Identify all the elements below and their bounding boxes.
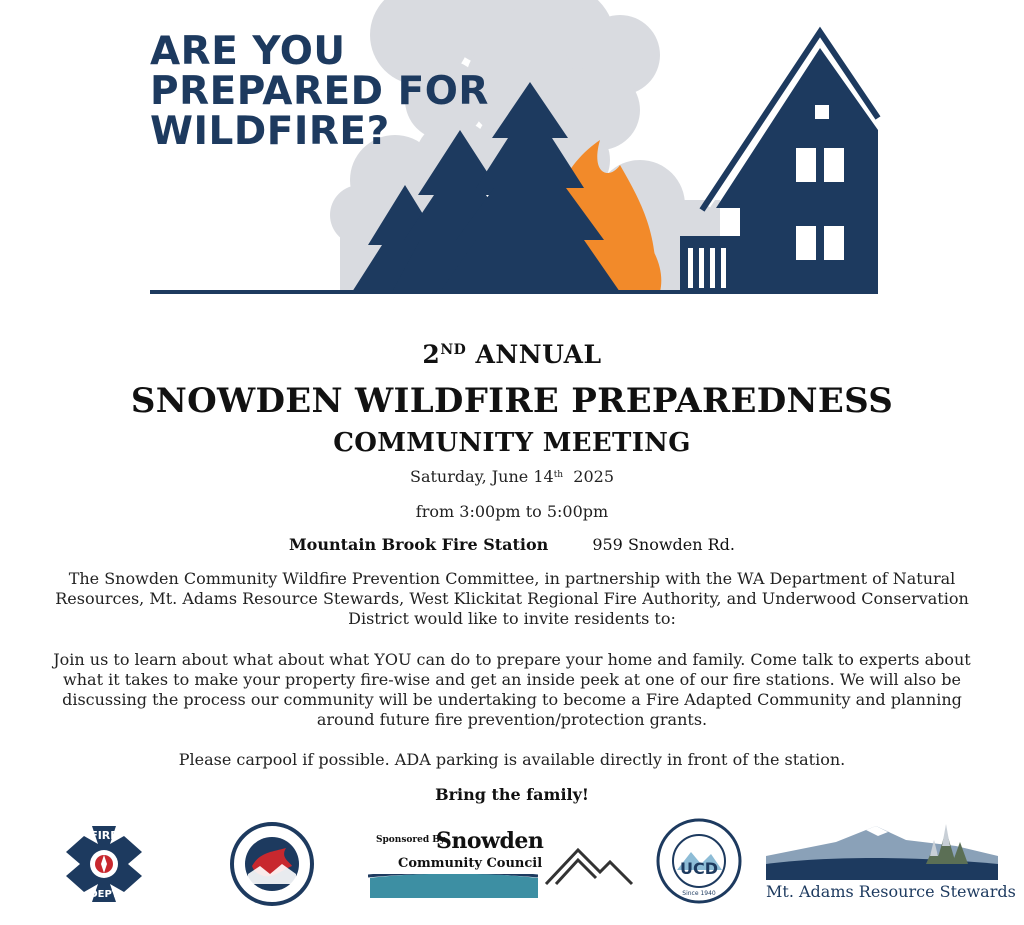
svg-text:UCD: UCD	[679, 859, 719, 878]
hero-title-line: ARE YOU	[150, 29, 346, 74]
invite-paragraph: Join us to learn about what about what YOU can do to prepare your home and family. Come talk to experts about what it takes to make your property fire-wise and get an inside peek at one of our fire stations. We will also be discussing the process our community will be undertaking to become a Fire Adapted Community and planning around future fire prevention/protection grants.	[53, 650, 971, 729]
event-subtitle: COMMUNITY MEETING	[333, 428, 691, 458]
bring-family-note: Bring the family!	[435, 785, 589, 804]
hero-banner	[0, 0, 1024, 310]
event-title: SNOWDEN WILDFIRE PREPAREDNESS	[130, 381, 894, 421]
dnr-logo	[230, 822, 314, 906]
event-location	[0, 535, 1024, 554]
mars-logo: Mt. Adams Resource Stewards	[766, 816, 998, 908]
ground-line	[150, 290, 878, 294]
partners-paragraph: The Snowden Community Wildfire Prevention Committee, in partnership with the WA Department of Natural Resources, Mt. Adams Resource Stewards, West Klickitat Regional Fire Authority, and Underwood Conservation District would like to invite residents to:	[55, 569, 969, 628]
location-address: 959 Snowden Rd.	[592, 535, 736, 554]
parking-note: Please carpool if possible. ADA parking is available directly in front of the station.	[178, 750, 846, 769]
svg-text:FIRE: FIRE	[90, 829, 118, 842]
mountain-lines-icon	[544, 838, 634, 890]
event-date: Saturday, June 14th 2025	[410, 467, 614, 486]
svg-text:DEPT: DEPT	[89, 889, 119, 900]
hero-title-line: WILDFIRE?	[150, 109, 390, 154]
hero-title	[150, 29, 489, 154]
ucd-logo	[656, 818, 742, 904]
annual-heading: 2ND ANNUAL	[422, 340, 602, 369]
fire-dept-logo	[62, 822, 146, 906]
location-name: Mountain Brook Fire Station	[288, 535, 549, 554]
hero-title-line: PREPARED FOR	[150, 69, 489, 114]
snowden-council-logo: Sponsored By Snowden Community Council	[368, 832, 538, 896]
svg-text:Since 1940: Since 1940	[682, 890, 716, 897]
house-icon	[680, 32, 878, 292]
event-time: from 3:00pm to 5:00pm	[415, 502, 609, 521]
